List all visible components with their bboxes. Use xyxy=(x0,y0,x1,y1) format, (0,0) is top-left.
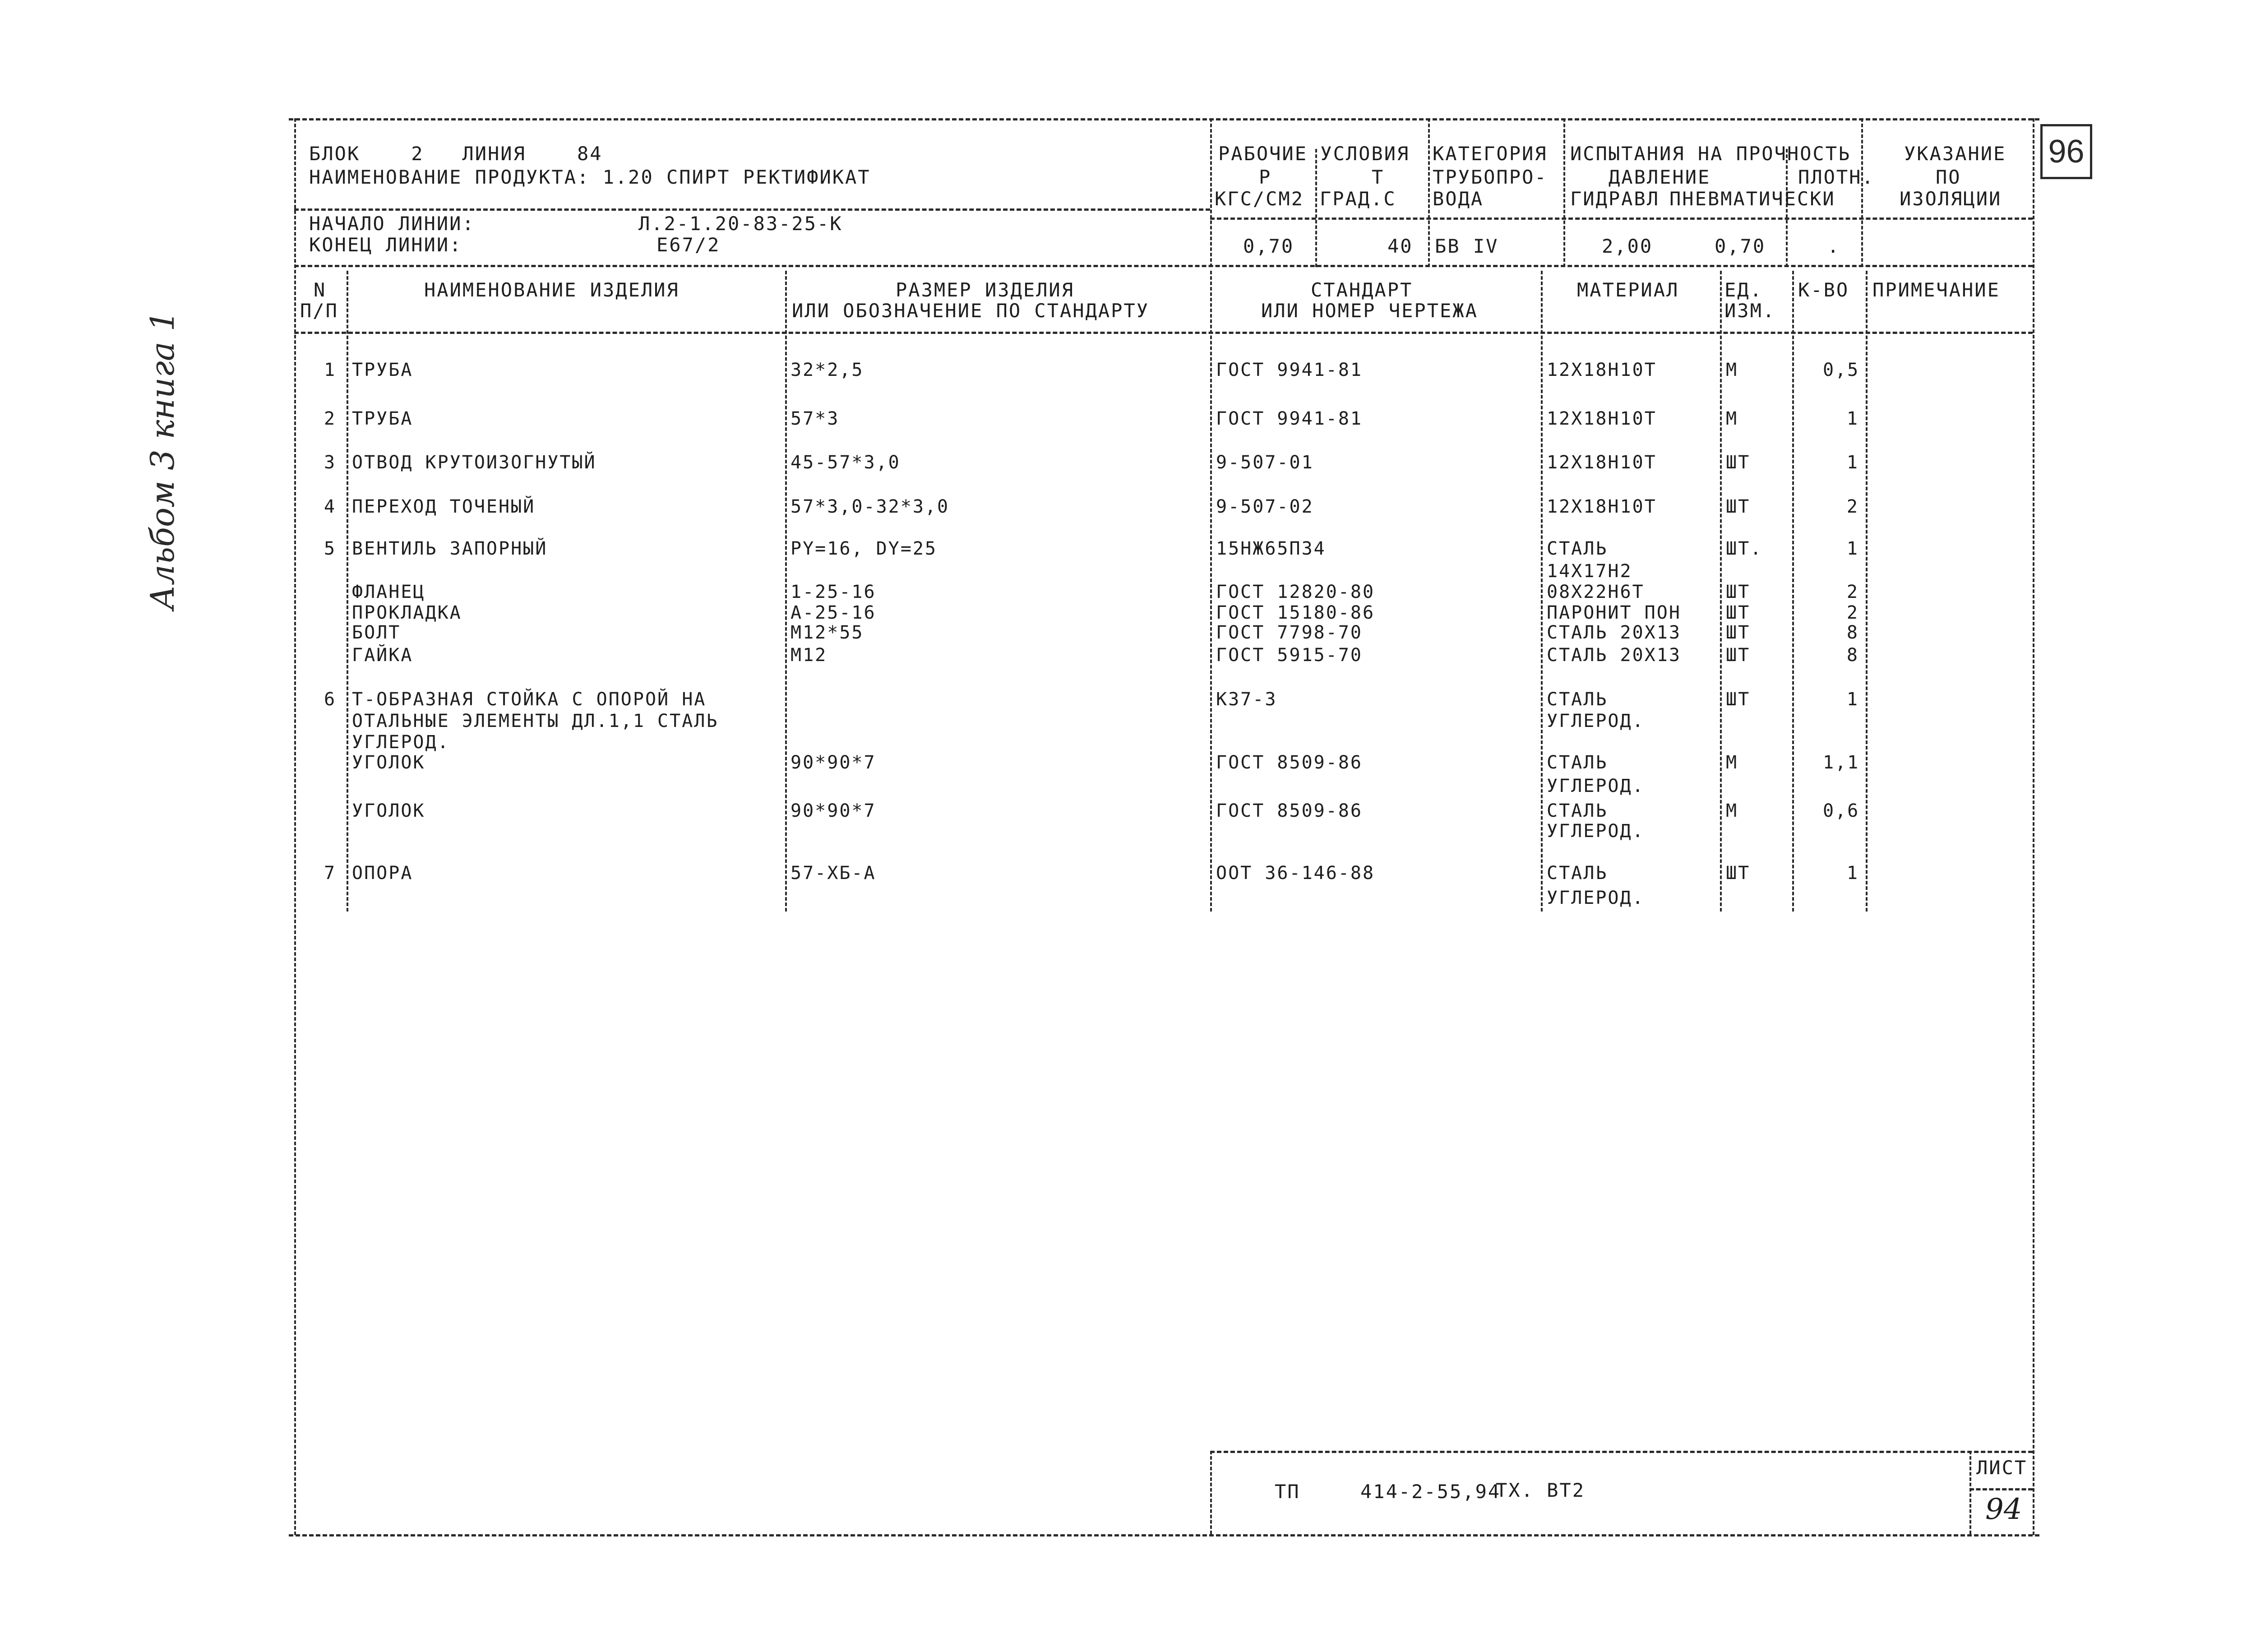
pressure-unit: КГС/СМ2 xyxy=(1215,188,1304,210)
row-name: ОПОРА xyxy=(352,863,413,884)
row-unit: М xyxy=(1726,360,1738,380)
row-size: 57*3,0-32*3,0 xyxy=(791,496,950,517)
temperature-value: 40 xyxy=(1387,235,1413,257)
row-size: М12 xyxy=(791,645,828,666)
row-standard: ООТ 36-146-88 xyxy=(1216,863,1375,884)
row-standard: ГОСТ 5915-70 xyxy=(1216,645,1363,666)
row-unit: М xyxy=(1726,408,1738,429)
row-standard: ГОСТ 9941-81 xyxy=(1216,360,1363,380)
row-unit: М xyxy=(1726,752,1738,773)
col-divider-material xyxy=(1720,271,1722,912)
pressure-symbol: Р xyxy=(1259,166,1272,188)
col-divider-name xyxy=(785,271,787,912)
row-name: ОТАЛЬНЫЕ ЭЛЕМЕНТЫ ДЛ.1,1 СТАЛЬ xyxy=(352,711,719,731)
row-qty: 2 xyxy=(1846,582,1859,602)
row-name: Т-ОБРАЗНАЯ СТОЙКА С ОПОРОЙ НА xyxy=(352,689,707,710)
block-line: БЛОК 2 ЛИНИЯ 84 xyxy=(309,143,603,165)
col-unit-header-1: ЕД. xyxy=(1724,279,1763,301)
row-size: 90*90*7 xyxy=(791,752,876,773)
row-num: 1 xyxy=(324,360,337,380)
row-qty: 0,6 xyxy=(1823,801,1860,821)
row-size: 45-57*3,0 xyxy=(791,452,901,473)
frame-left xyxy=(294,118,296,1535)
work-conditions-label: РАБОЧИЕ УСЛОВИЯ xyxy=(1218,143,1410,165)
row-material: УГЛЕРОД. xyxy=(1547,821,1645,842)
row-unit: ШТ xyxy=(1726,622,1751,643)
row-unit: ШТ xyxy=(1726,496,1751,517)
category-label-3: ВОДА xyxy=(1433,188,1484,210)
row-size: PY=16, DY=25 xyxy=(791,538,937,559)
insulation-label-1: УКАЗАНИЕ xyxy=(1904,143,2006,165)
page-stamp: 96 xyxy=(2040,124,2092,179)
row-name: ВЕНТИЛЬ ЗАПОРНЫЙ xyxy=(352,538,548,559)
col-standard-header-2: ИЛИ НОМЕР ЧЕРТЕЖА xyxy=(1261,300,1478,322)
row-qty: 1 xyxy=(1846,538,1859,559)
col-size-header-2: ИЛИ ОБОЗНАЧЕНИЕ ПО СТАНДАРТУ xyxy=(792,300,1150,322)
document-suffix: ТХ. ВТ2 xyxy=(1496,1479,1586,1501)
row-material: УГЛЕРОД. xyxy=(1547,888,1645,908)
row-name: ФЛАНЕЦ xyxy=(352,582,425,602)
line-start-label: НАЧАЛО ЛИНИИ: xyxy=(309,213,475,235)
row-size: 1-25-16 xyxy=(791,582,876,602)
row-num: 3 xyxy=(324,452,337,473)
footer-divider-sheet xyxy=(1969,1451,1971,1534)
category-label-2: ТРУБОПРО- xyxy=(1433,166,1548,188)
row-size: 90*90*7 xyxy=(791,801,876,821)
row-standard: ГОСТ 7798-70 xyxy=(1216,622,1363,643)
row-unit: ШТ xyxy=(1726,602,1751,623)
row-material: СТАЛЬ 20Х13 xyxy=(1547,622,1681,643)
row-name: ТРУБА xyxy=(352,360,413,380)
row-material: СТАЛЬ xyxy=(1547,801,1608,821)
temperature-unit: ГРАД.С xyxy=(1320,188,1396,210)
row-qty: 0,5 xyxy=(1823,360,1860,380)
row-standard: К37-3 xyxy=(1216,689,1277,710)
frame-top xyxy=(289,118,2039,120)
row-qty: 2 xyxy=(1846,602,1859,623)
product-name: НАИМЕНОВАНИЕ ПРОДУКТА: 1.20 СПИРТ РЕКТИФИКАТ xyxy=(309,166,871,188)
row-material: ПАРОНИТ ПОН xyxy=(1547,602,1681,623)
col-divider-size xyxy=(1210,271,1212,912)
row-material: СТАЛЬ xyxy=(1547,863,1608,884)
row-material: 12Х18Н10Т xyxy=(1547,496,1657,517)
row-size: 57*3 xyxy=(791,408,840,429)
row-standard: ГОСТ 8509-86 xyxy=(1216,752,1363,773)
sheet-label: ЛИСТ xyxy=(1976,1457,2028,1479)
row-name: БОЛТ xyxy=(352,622,401,643)
density-value: . xyxy=(1827,235,1840,257)
row-name: УГОЛОК xyxy=(352,752,425,773)
row-standard: 9-507-01 xyxy=(1216,452,1314,473)
row-material: УГЛЕРОД. xyxy=(1547,711,1645,731)
row-material: СТАЛЬ xyxy=(1547,538,1608,559)
row-num: 5 xyxy=(324,538,337,559)
insulation-label-2: ПО xyxy=(1936,166,1961,188)
row-num: 6 xyxy=(324,689,337,710)
margin-note: Альбом 3 книга 1 xyxy=(143,310,181,610)
row-name: УГОЛОК xyxy=(352,801,425,821)
row-material: 12Х18Н10Т xyxy=(1547,360,1657,380)
row-qty: 2 xyxy=(1846,496,1859,517)
row-name: ТРУБА xyxy=(352,408,413,429)
row-size: М12*55 xyxy=(791,622,864,643)
line-start-value: Л.2-1.20-83-25-К xyxy=(638,213,843,235)
header-divider-pt xyxy=(1315,149,1317,267)
row-qty: 1 xyxy=(1846,452,1859,473)
test-label-4: ПНЕВМАТИЧЕСКИ xyxy=(1669,188,1835,210)
col-qty-header: К-ВО xyxy=(1798,279,1849,301)
row-standard: 15НЖ65П34 xyxy=(1216,538,1326,559)
row-material: 08Х22Н6Т xyxy=(1547,582,1645,602)
row-qty: 1 xyxy=(1846,863,1859,884)
row-unit: ШТ xyxy=(1726,645,1751,666)
row-material: СТАЛЬ 20Х13 xyxy=(1547,645,1681,666)
header-divider-main xyxy=(1210,118,1212,267)
row-standard: ГОСТ 12820-80 xyxy=(1216,582,1375,602)
col-standard-header-1: СТАНДАРТ xyxy=(1311,279,1413,301)
row-num: 7 xyxy=(324,863,337,884)
row-unit: ШТ. xyxy=(1726,538,1763,559)
row-standard: ГОСТ 9941-81 xyxy=(1216,408,1363,429)
row-qty: 8 xyxy=(1846,645,1859,666)
row-name: УГЛЕРОД. xyxy=(352,732,450,753)
row-qty: 1,1 xyxy=(1823,752,1860,773)
header-divider-cat xyxy=(1428,118,1430,267)
row-standard: 9-507-02 xyxy=(1216,496,1314,517)
header-divider-density xyxy=(1861,118,1863,267)
row-num: 2 xyxy=(324,408,337,429)
row-name: ПРОКЛАДКА xyxy=(352,602,462,623)
row-material: 14Х17Н2 xyxy=(1547,561,1632,582)
sheet-number: 94 xyxy=(1985,1493,2022,1526)
row-qty: 1 xyxy=(1846,689,1859,710)
row-material: СТАЛЬ xyxy=(1547,752,1608,773)
header-line-values xyxy=(1210,217,2033,220)
test-label-3: ГИДРАВЛ xyxy=(1570,188,1660,210)
footer-line-top xyxy=(1210,1451,2033,1453)
footer-divider-left xyxy=(1210,1451,1212,1534)
pressure-value: 0,70 xyxy=(1243,235,1294,257)
col-unit-header-2: ИЗМ. xyxy=(1724,300,1776,322)
footer-sheet-line xyxy=(1969,1488,2033,1490)
line-end-value: Е67/2 xyxy=(656,234,721,256)
pneumatic-value: 0,70 xyxy=(1715,235,1766,257)
row-size: 32*2,5 xyxy=(791,360,864,380)
document-number: 414-2-55,94 xyxy=(1360,1481,1501,1503)
row-unit: ШТ xyxy=(1726,452,1751,473)
col-material-header: МАТЕРИАЛ xyxy=(1577,279,1679,301)
row-qty: 1 xyxy=(1846,408,1859,429)
row-unit: ШТ xyxy=(1726,689,1751,710)
col-divider-qty xyxy=(1866,271,1868,912)
col-num-header-1: N xyxy=(314,279,327,301)
header-line-name xyxy=(294,208,1210,211)
row-material: УГЛЕРОД. xyxy=(1547,776,1645,796)
row-size: 57-ХБ-А xyxy=(791,863,876,884)
row-material: 12Х18Н10Т xyxy=(1547,452,1657,473)
row-name: ГАЙКА xyxy=(352,645,413,666)
row-material: 12Х18Н10Т xyxy=(1547,408,1657,429)
temperature-symbol: Т xyxy=(1372,166,1385,188)
line-end-label: КОНЕЦ ЛИНИИ: xyxy=(309,234,462,256)
row-material: СТАЛЬ xyxy=(1547,689,1608,710)
insulation-label-3: ИЗОЛЯЦИИ xyxy=(1900,188,2002,210)
category-value: БВ IV xyxy=(1435,235,1499,257)
row-name: ПЕРЕХОД ТОЧЕНЫЙ xyxy=(352,496,536,517)
row-unit: ШТ xyxy=(1726,863,1751,884)
col-name-header: НАИМЕНОВАНИЕ ИЗДЕЛИЯ xyxy=(424,279,680,301)
columns-line-bottom xyxy=(294,332,2033,334)
col-size-header-1: РАЗМЕР ИЗДЕЛИЯ xyxy=(896,279,1075,301)
col-divider-num xyxy=(347,271,348,912)
col-divider-standard xyxy=(1541,271,1543,912)
category-label-1: КАТЕГОРИЯ xyxy=(1433,143,1548,165)
row-qty: 8 xyxy=(1846,622,1859,643)
row-standard: ГОСТ 15180-86 xyxy=(1216,602,1375,623)
col-divider-unit xyxy=(1792,271,1794,912)
test-label-1: ИСПЫТАНИЯ НА ПРОЧНОСТЬ xyxy=(1570,143,1851,165)
col-note-header: ПРИМЕЧАНИЕ xyxy=(1872,279,2000,301)
row-unit: ШТ xyxy=(1726,582,1751,602)
row-standard: ГОСТ 8509-86 xyxy=(1216,801,1363,821)
row-size: А-25-16 xyxy=(791,602,876,623)
hydraulic-value: 2,00 xyxy=(1602,235,1653,257)
tp-label: ТП xyxy=(1275,1481,1300,1503)
header-line-bottom xyxy=(294,265,2033,267)
header-divider-test xyxy=(1563,118,1565,267)
row-num: 4 xyxy=(324,496,337,517)
row-name: ОТВОД КРУТОИЗОГНУТЫЙ xyxy=(352,452,596,473)
row-unit: М xyxy=(1726,801,1738,821)
frame-right xyxy=(2033,118,2034,1535)
test-label-2: ДАВЛЕНИЕ xyxy=(1609,166,1711,188)
frame-bottom xyxy=(289,1534,2039,1536)
col-num-header-2: П/П xyxy=(300,300,338,322)
density-label: ПЛОТН. xyxy=(1798,166,1875,188)
